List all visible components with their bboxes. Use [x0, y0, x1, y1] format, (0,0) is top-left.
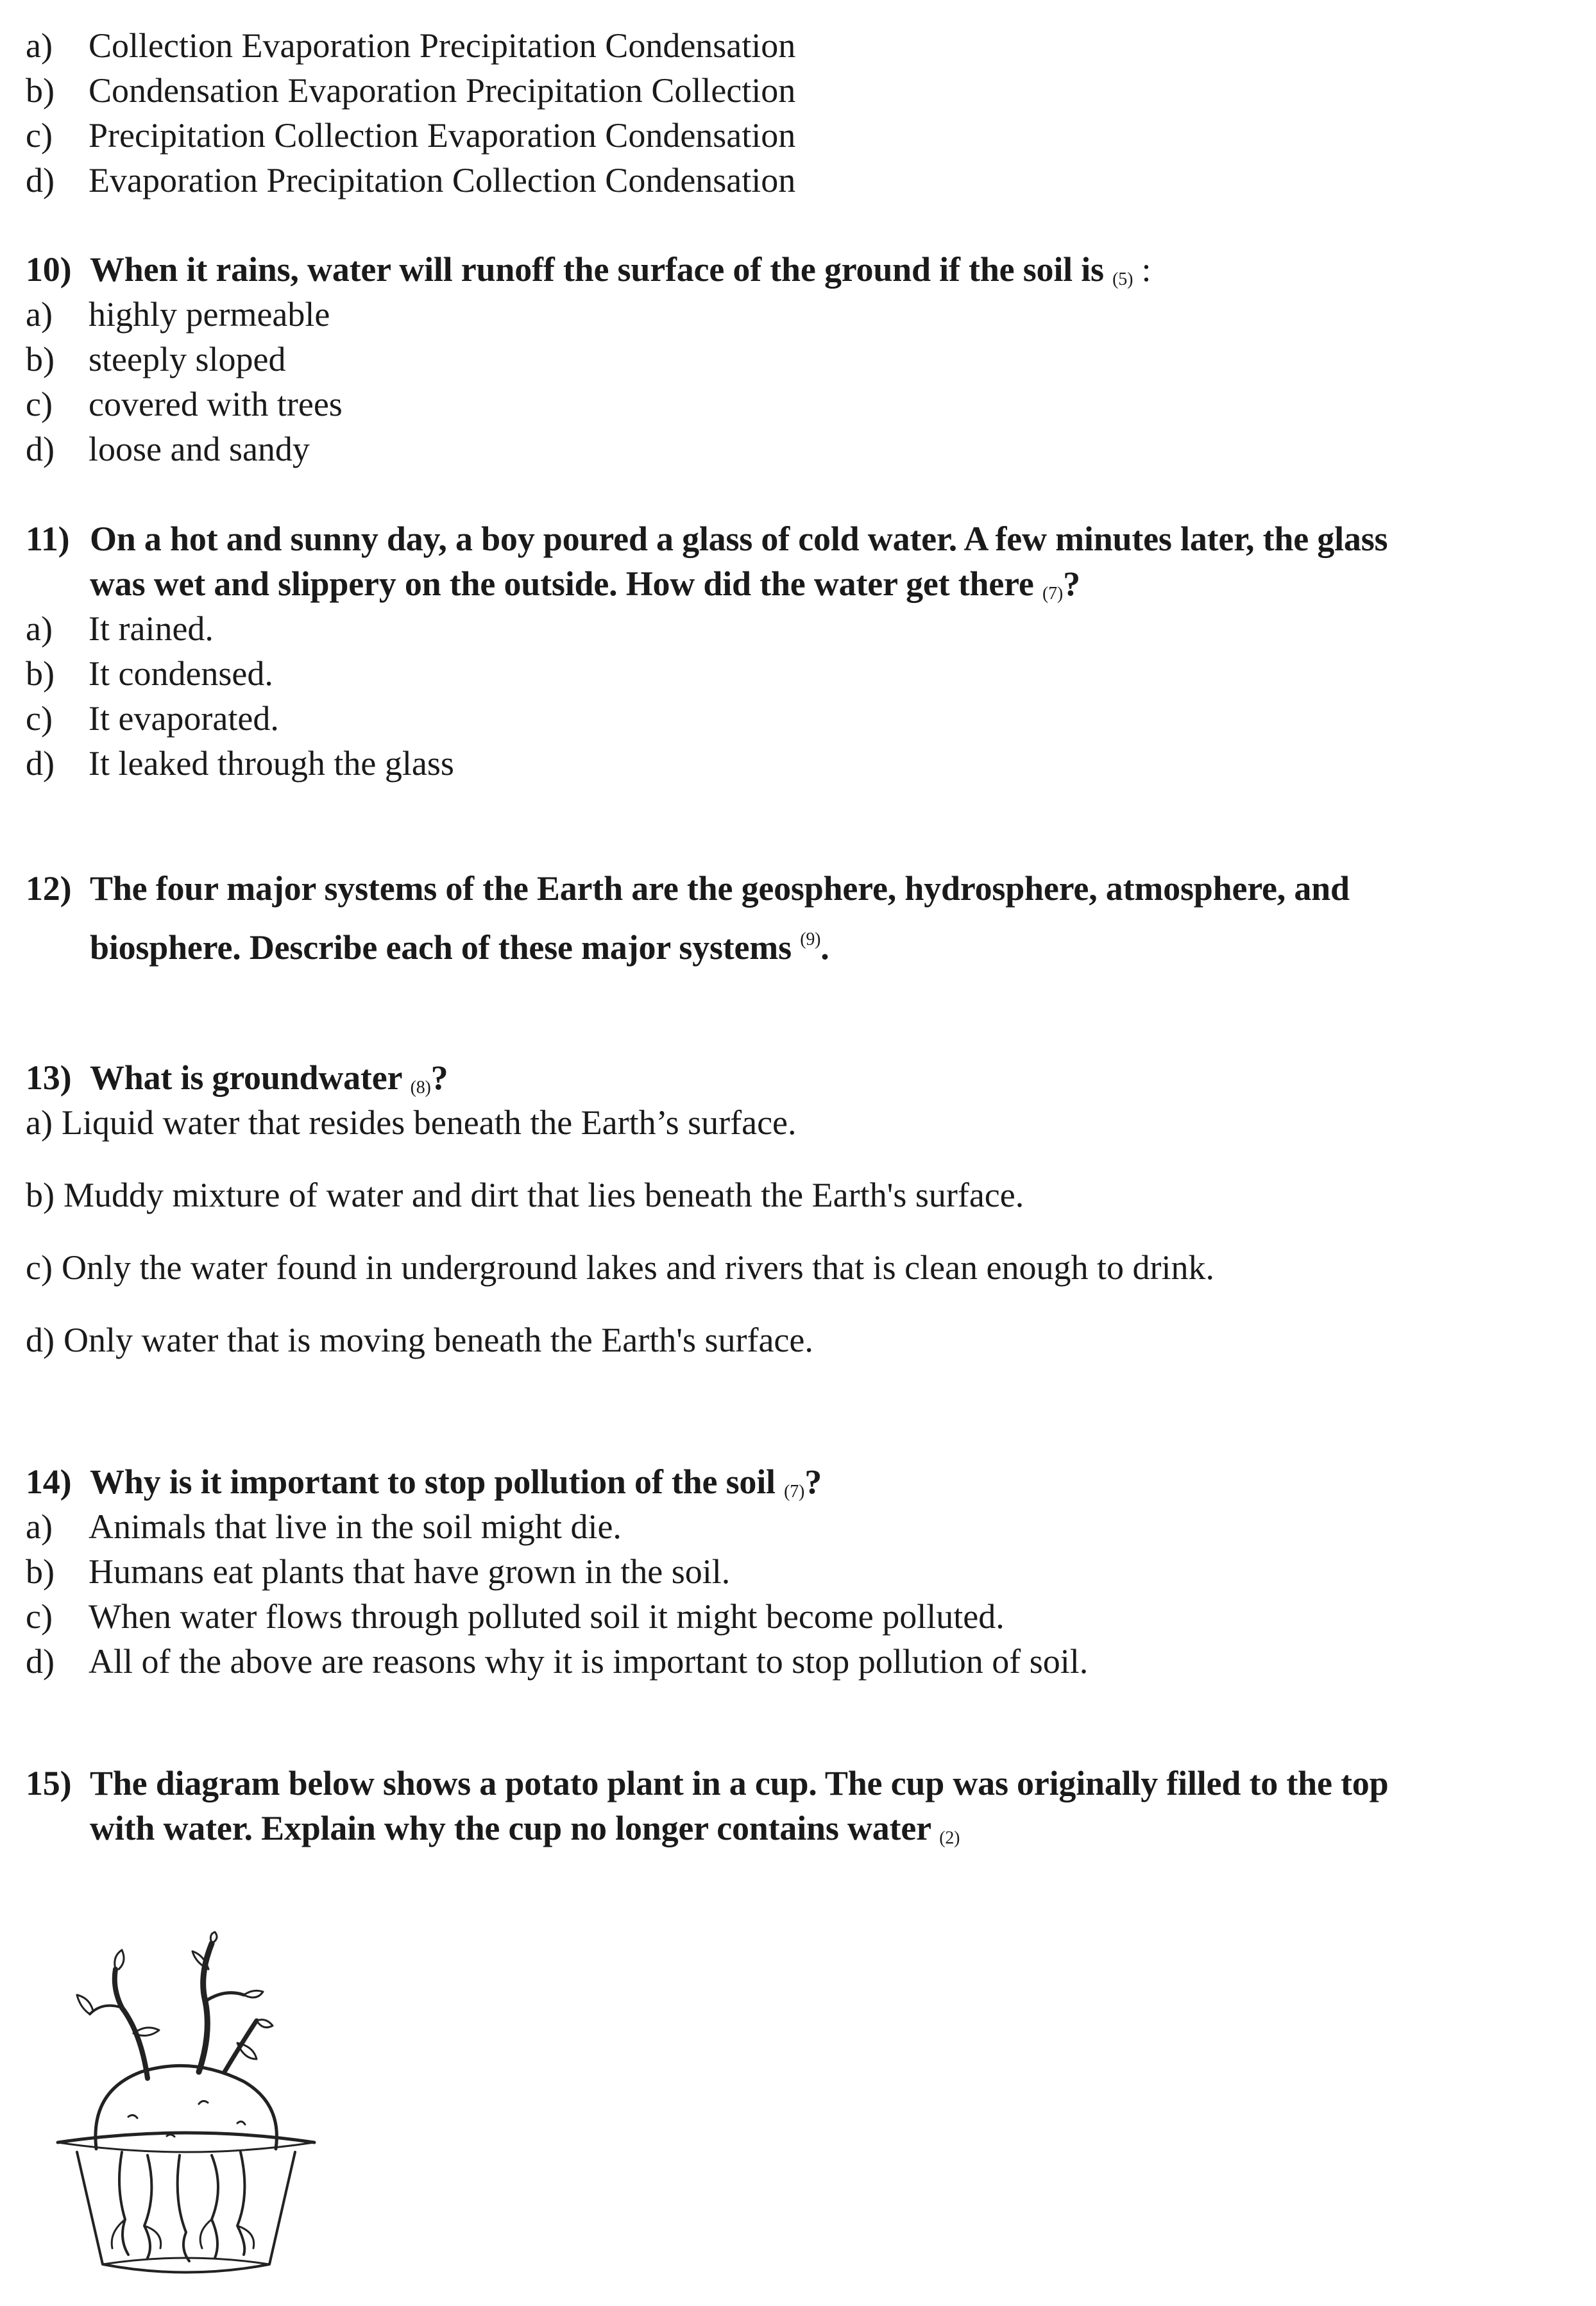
q11-option-c: c) It evaporated.: [26, 699, 279, 738]
q14-option-a: a) Animals that live in the soil might die.: [26, 1507, 622, 1546]
q9-option-d: d) Evaporation Precipitation Collection Condensation: [26, 161, 796, 199]
q10-option-b: b) steeply sloped: [26, 340, 286, 378]
q9-option-b: b) Condensation Evaporation Precipitation Collection: [26, 71, 796, 110]
question-14: 14) Why is it important to stop pollution of the soil (7)?: [26, 1462, 822, 1502]
q10-option-d: d) loose and sandy: [26, 430, 310, 468]
question-11: 11) On a hot and sunny day, a boy poured a glass of cold water. A few minutes later, the glass was wet and slippery on the outside. How did the water get there (7)?: [26, 520, 1388, 604]
q14-option-d: d) All of the above are reasons why it is important to stop pollution of soil.: [26, 1642, 1089, 1681]
question-13: 13) What is groundwater (8)?: [26, 1058, 448, 1098]
q11-option-a: a) It rained.: [26, 609, 214, 648]
q13-option-c: c) Only the water found in underground lakes and rivers that is clean enough to drink.: [26, 1248, 1215, 1287]
q13-option-b: b) Muddy mixture of water and dirt that lies beneath the Earth's surface.: [26, 1176, 1024, 1214]
question-12: 12) The four major systems of the Earth are the geosphere, hydrosphere, atmosphere, and biosphere. Describe each of these major systems $^{(9)}$.: [26, 869, 1350, 967]
q11-option-b: b) It condensed.: [26, 654, 273, 693]
q11-option-d: d) It leaked through the glass: [26, 744, 454, 783]
q14-option-b: b) Humans eat plants that have grown in the soil.: [26, 1552, 731, 1591]
q10-option-a: a) highly permeable: [26, 295, 330, 334]
q13-option-a: a) Liquid water that resides beneath the Earth’s surface.: [26, 1103, 797, 1142]
q9-option-c: c) Precipitation Collection Evaporation Condensation: [26, 116, 796, 155]
q14-option-c: c) When water flows through polluted soil it might become polluted.: [26, 1597, 1005, 1636]
question-15: 15) The diagram below shows a potato plant in a cup. The cup was originally filled to the top with water. Explain why the cup no longer contains water (2): [26, 1764, 1389, 1848]
q9-option-a: a) Collection Evaporation Precipitation Condensation: [26, 26, 796, 65]
q10-option-c: c) covered with trees: [26, 385, 343, 423]
q13-option-d: d) Only water that is moving beneath the Earth's surface.: [26, 1321, 813, 1359]
potato-plant-in-cup-illustration: [51, 1931, 321, 2290]
question-10: 10) When it rains, water will runoff the surface of the ground if the soil is (5) :: [26, 250, 1151, 289]
